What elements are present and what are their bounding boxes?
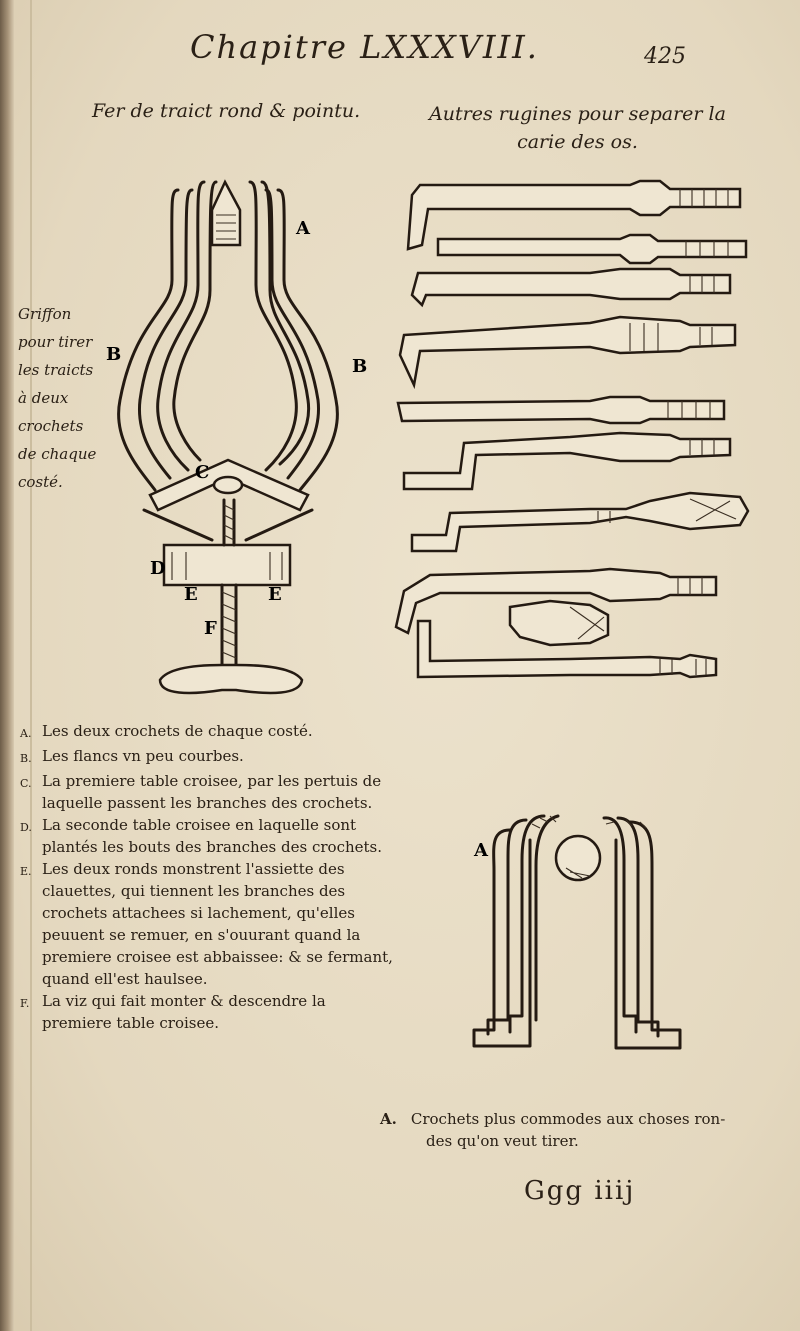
gutter-shadow — [30, 0, 32, 1331]
side-note-line: pour tirer — [18, 333, 93, 351]
legend-item — [20, 858, 400, 990]
label-f: F — [204, 618, 217, 639]
arrowhead — [212, 182, 240, 245]
rugine-5 — [398, 397, 724, 423]
side-note-line: les traicts — [18, 361, 94, 379]
hook-caption-line-1: Crochets plus commodes aux choses ron- — [410, 1110, 726, 1128]
side-note-line: Griffon — [18, 305, 72, 323]
rugine-6 — [404, 433, 730, 489]
rugine-9 — [510, 601, 608, 645]
rugine-3 — [412, 269, 730, 305]
right-figure-title — [420, 100, 735, 156]
legend-item — [20, 990, 400, 1034]
hook-right — [604, 818, 680, 1048]
label-a: A — [296, 218, 310, 239]
book-gutter — [0, 0, 14, 1331]
legend-key: B. — [20, 752, 32, 765]
right-title-line-2: carie des os. — [517, 131, 638, 153]
legend-text: Les deux crochets de chaque costé. — [42, 722, 313, 740]
legend-text: Les deux ronds monstrent l'assiette des clauettes, qui tiennent les branches des crochets attachees si lachement, qu'elles peuuent se remuer, en s'ouurant quand la premiere croisee est abbaissee: & se fermant, quand ell'est haulsee. — [42, 860, 393, 988]
legend-text: Les flancs vn peu courbes. — [42, 747, 244, 765]
side-note — [18, 300, 98, 496]
label-e-right: E — [268, 584, 282, 605]
side-note-line: costé. — [18, 473, 63, 491]
rugine-7 — [412, 493, 748, 551]
rugine-2 — [438, 235, 746, 263]
side-note-line: de chaque — [18, 445, 97, 463]
legend-key: E. — [20, 865, 32, 878]
left-figure-title: Fer de traict rond & pointu. — [92, 100, 361, 122]
label-b-left: B — [106, 344, 122, 365]
legend-item — [20, 814, 400, 858]
legend-key: A. — [20, 727, 32, 740]
legend-text: La premiere table croisee, par les pertuis de laquelle passent les branches des crochets. — [42, 772, 382, 812]
rugine-4 — [400, 317, 735, 385]
handle-foot — [160, 665, 302, 693]
hook-caption-line-2: des qu'on veut tirer. — [426, 1132, 579, 1150]
legend — [20, 720, 400, 1034]
legend-key: F. — [20, 997, 30, 1010]
rugines-illustration — [390, 175, 760, 685]
legend-item — [20, 770, 400, 814]
second-table — [164, 545, 290, 585]
running-head: Chapitre LXXXVIII. — [190, 28, 539, 66]
label-a-hooks: A — [474, 840, 488, 861]
legend-key: D. — [20, 821, 32, 834]
legend-item — [20, 745, 400, 770]
label-e-left: E — [184, 584, 198, 605]
label-d: D — [150, 558, 166, 579]
legend-text: La viz qui fait monter & descendre la premiere table croisee. — [42, 992, 326, 1032]
round-hooks-illustration — [470, 810, 700, 1070]
page-number: 425 — [644, 44, 686, 69]
label-c: C — [195, 462, 210, 483]
legend-key: C. — [20, 777, 32, 790]
legend-item — [20, 720, 400, 745]
hook-caption — [380, 1108, 760, 1152]
screw-upper — [224, 500, 234, 545]
side-note-line: à deux — [18, 389, 69, 407]
right-title-line-1: Autres rugines pour separer la — [429, 103, 726, 125]
signature-mark: Ggg iiij — [524, 1176, 636, 1206]
griffon-illustration — [100, 160, 370, 705]
label-b-right: B — [352, 356, 368, 377]
side-note-line: crochets — [18, 417, 84, 435]
legend-text: La seconde table croisee en laquelle sont plantés les bouts des branches des crochets. — [42, 816, 383, 856]
hook-caption-key: A. — [380, 1110, 397, 1128]
